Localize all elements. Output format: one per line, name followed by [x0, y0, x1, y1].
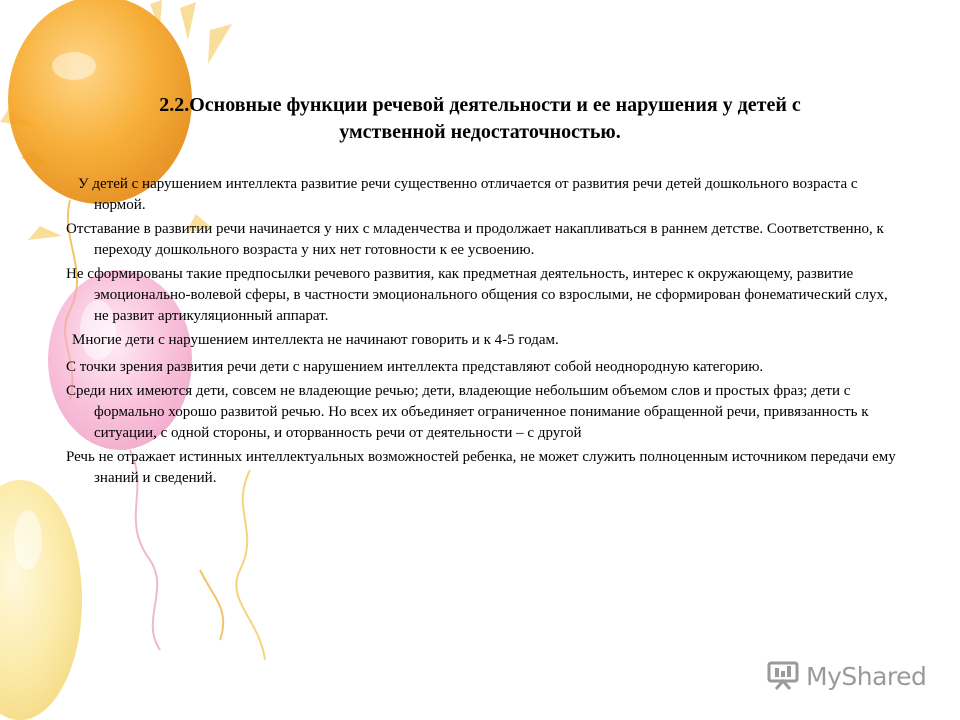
paragraph-6: Среди них имеются дети, совсем не владеющие речью; дети, владеющие небольшим объемом слов и простых фраз; дети с формально хорошо развитой речью. Но всех их объединяет ограниченное понимание обращенной речи, привязанность к ситуации, с одной стороны, и оторванность речи от деятельности – с другой [66, 383, 869, 441]
slide-title [80, 92, 880, 146]
watermark-text: MyShared [806, 661, 927, 691]
paragraph-7: Речь не отражает истинных интеллектуальных возможностей ребенка, не может служить полноценным источником передачи ему знаний и сведений. [66, 449, 896, 486]
paragraph-3: Не сформированы такие предпосылки речевого развития, как предметная деятельность, интерес к окружающему, развитие эмоционально-волевой сферы, в частности эмоционального общения со взрослыми, не сформирован фонематический слух, не развит артикуляционный аппарат. [66, 266, 888, 324]
title-line-2: умственной недостаточностью. [339, 121, 621, 143]
yellow-balloon [0, 480, 82, 720]
title-line-1: 2.2.Основные функции речевой деятельности и ее нарушения у детей с [159, 94, 801, 116]
presentation-board-icon [766, 659, 800, 693]
paragraph-2: Отставание в развитии речи начинается у них с младенчества и продолжает накапливаться в раннем детстве. Соответственно, к переходу дошкольного возраста у них нет готовности к ее усвоению. [66, 221, 884, 258]
paragraph-5: С точки зрения развития речи дети с нарушением интеллекта представляют собой неоднородную категорию. [66, 359, 764, 375]
paragraph-4: Многие дети с нарушением интеллекта не начинают говорить и к 4-5 годам. [72, 332, 559, 348]
myshared-watermark [766, 656, 936, 696]
slide-body [66, 174, 906, 492]
paragraph-1: У детей с нарушением интеллекта развитие речи существенно отличается от развития речи детей дошкольного возраста с нормой. [78, 176, 858, 213]
